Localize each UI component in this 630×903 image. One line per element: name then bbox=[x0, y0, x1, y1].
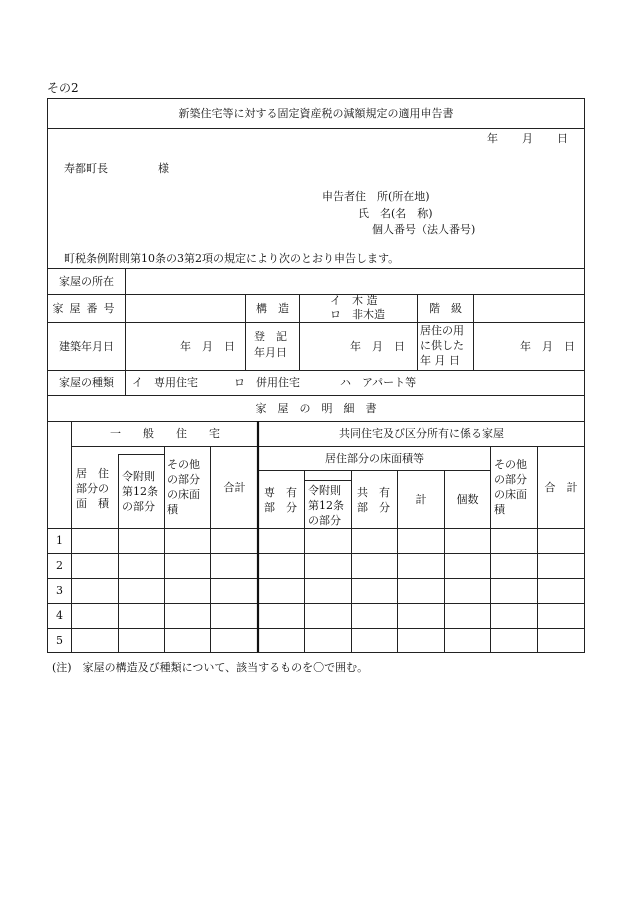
shared-other-floor-line2: の部分 bbox=[494, 473, 527, 486]
shared-common-line1: 共 有 bbox=[357, 486, 390, 499]
shared-house-header: 共同住宅及び区分所有に係る家屋 bbox=[339, 427, 504, 441]
row-number-1: 1 bbox=[56, 534, 63, 548]
shared-other-floor-line4: 積 bbox=[494, 503, 505, 516]
general-residence-area-header bbox=[76, 466, 116, 511]
type-option-combined[interactable]: ロ 併用住宅 bbox=[234, 376, 300, 389]
applicant-address-label: 申告者住 所(所在地) bbox=[322, 190, 430, 203]
residence-start-label-2: に供した bbox=[420, 339, 464, 352]
general-other-floor-line2: の部分 bbox=[167, 473, 200, 486]
residence-start-ymd[interactable]: 年 月 日 bbox=[520, 340, 575, 353]
general-residence-area-line3: 面 積 bbox=[76, 497, 109, 510]
residence-start-label-1: 居住の用 bbox=[420, 324, 464, 337]
form-title: 新築住宅等に対する固定資産税の減額規定の適用申告書 bbox=[178, 106, 454, 120]
row-number-4: 4 bbox=[56, 609, 63, 623]
general-article12-header bbox=[122, 469, 162, 514]
structure-option-nonwood[interactable]: ロ 非木造 bbox=[330, 308, 385, 321]
row-number-5: 5 bbox=[56, 633, 63, 647]
shared-subtotal-header: 計 bbox=[415, 492, 427, 506]
shared-unit-count-header: 個数 bbox=[456, 492, 479, 506]
row-number-2: 2 bbox=[56, 559, 63, 573]
structure-option-wood[interactable]: イ 木 造 bbox=[330, 294, 378, 307]
addressee-name: 寿都町長 bbox=[64, 162, 108, 175]
form-number: その2 bbox=[47, 81, 79, 95]
shared-article12-line1: 令附則 bbox=[308, 484, 341, 497]
house-number-label: 家屋番号 bbox=[52, 301, 121, 315]
applicant-number-label: 個人番号（法人番号) bbox=[372, 223, 476, 236]
shared-total-header: 合 計 bbox=[544, 480, 578, 494]
general-residence-area-line2: 部分の bbox=[76, 482, 109, 495]
shared-article12-line3: の部分 bbox=[308, 514, 341, 527]
details-title: 家 屋 の 明 細 書 bbox=[255, 401, 377, 415]
shared-residence-floor-header: 居住部分の床面積等 bbox=[325, 451, 424, 465]
grade-label: 階 級 bbox=[429, 301, 462, 315]
general-other-floor-line4: 積 bbox=[167, 503, 178, 516]
shared-article12-line2: 第12条 bbox=[308, 499, 344, 512]
type-label: 家屋の種類 bbox=[59, 376, 114, 390]
structure-label: 構 造 bbox=[256, 301, 289, 315]
registration-label-2: 年月日 bbox=[254, 346, 287, 359]
shared-exclusive-line2: 部 分 bbox=[264, 501, 297, 514]
shared-article12-header bbox=[308, 483, 350, 528]
location-field[interactable] bbox=[126, 269, 584, 294]
general-total-header: 合計 bbox=[223, 480, 246, 494]
general-article12-line1: 令附則 bbox=[122, 470, 155, 483]
row-number-3: 3 bbox=[56, 584, 63, 598]
construction-date-ymd[interactable]: 年 月 日 bbox=[180, 340, 235, 353]
applicant-name-label: 氏 名(名 称) bbox=[358, 207, 433, 220]
registration-date-ymd[interactable]: 年 月 日 bbox=[350, 340, 405, 353]
house-number-field[interactable] bbox=[126, 295, 245, 322]
shared-common-line2: 部 分 bbox=[357, 501, 390, 514]
date-year-label: 年 bbox=[487, 132, 498, 145]
type-option-dedicated[interactable]: イ 専用住宅 bbox=[132, 376, 198, 389]
date-day-label: 日 bbox=[557, 132, 568, 145]
general-other-floor-header bbox=[167, 457, 209, 517]
footnote: (注) 家屋の構造及び種類について、該当するものを〇で囲む。 bbox=[52, 661, 369, 674]
registration-label-1: 登 記 bbox=[254, 330, 287, 343]
general-article12-line3: の部分 bbox=[122, 500, 155, 513]
location-label: 家屋の所在 bbox=[59, 274, 114, 288]
general-residence-area-line1: 居 住 bbox=[76, 467, 109, 480]
shared-other-floor-line3: の床面 bbox=[494, 488, 527, 501]
declaration-text: 町税条例附則第10条の3第2項の規定により次のとおり申告します。 bbox=[64, 252, 400, 265]
date-month-label: 月 bbox=[522, 132, 533, 145]
construction-date-label: 建築年月日 bbox=[59, 339, 114, 353]
shared-common-header bbox=[357, 485, 397, 515]
general-other-floor-line1: その他 bbox=[167, 458, 200, 471]
shared-exclusive-line1: 専 有 bbox=[264, 486, 297, 499]
residence-start-label-3: 年 月 日 bbox=[420, 354, 460, 367]
general-article12-line2: 第12条 bbox=[122, 485, 158, 498]
general-house-header: 一 般 住 宅 bbox=[110, 427, 220, 441]
shared-other-floor-header bbox=[494, 457, 536, 517]
shared-other-floor-line1: その他 bbox=[494, 458, 527, 471]
grade-field[interactable] bbox=[474, 295, 584, 322]
shared-exclusive-header bbox=[264, 485, 304, 515]
addressee-honorific: 様 bbox=[158, 162, 169, 175]
type-option-apartment[interactable]: ハ アパート等 bbox=[340, 376, 417, 389]
general-other-floor-line3: の床面 bbox=[167, 488, 200, 501]
